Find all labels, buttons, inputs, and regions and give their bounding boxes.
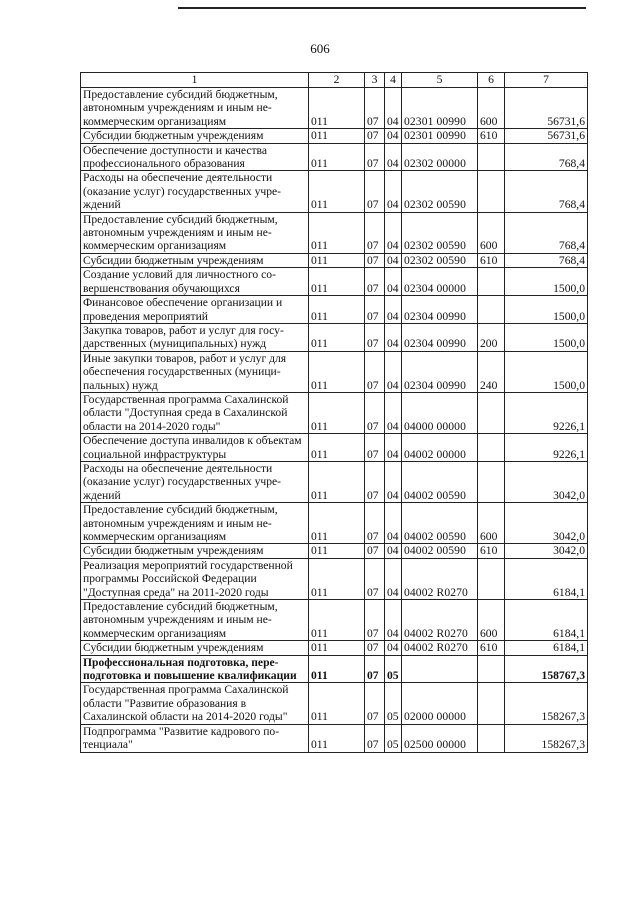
row-name: Обеспечение доступа инвалидов к объектам социальной инфраструктуры	[81, 434, 309, 462]
row-section-code: 07	[365, 143, 385, 171]
row-target-code: 02304 00000	[402, 268, 478, 296]
row-ved-code: 011	[309, 296, 365, 324]
row-expense-type: 200	[478, 323, 505, 351]
header-col-7: 7	[505, 73, 588, 88]
row-name: Предоставление субсидий бюджетным, автономным учреждениям и иным некоммерческим организациям	[81, 503, 309, 544]
row-subsection-code: 04	[385, 392, 402, 433]
row-amount: 768,4	[505, 253, 588, 267]
header-col-2: 2	[309, 73, 365, 88]
row-name: Государственная программа Сахалинской области "Доступная среда в Сахалинской области на 2014-2020 годы"	[81, 392, 309, 433]
header-col-3: 3	[365, 73, 385, 88]
table-row	[81, 558, 588, 599]
row-section-code: 07	[365, 600, 385, 641]
row-ved-code: 011	[309, 683, 365, 724]
row-section-code: 07	[365, 558, 385, 599]
row-expense-type: 610	[478, 253, 505, 267]
row-amount: 6184,1	[505, 641, 588, 655]
row-subsection-code: 04	[385, 268, 402, 296]
row-amount: 1500,0	[505, 351, 588, 392]
row-section-code: 07	[365, 323, 385, 351]
row-section-code: 07	[365, 392, 385, 433]
row-expense-type: 600	[478, 600, 505, 641]
header-col-5: 5	[402, 73, 478, 88]
page-number: 606	[310, 41, 330, 56]
row-ved-code: 011	[309, 143, 365, 171]
row-ved-code: 011	[309, 392, 365, 433]
row-amount: 768,4	[505, 143, 588, 171]
row-expense-type: 240	[478, 351, 505, 392]
row-subsection-code: 04	[385, 558, 402, 599]
row-ved-code: 011	[309, 600, 365, 641]
table-row	[81, 641, 588, 655]
table-row	[81, 143, 588, 171]
row-target-code: 02304 00990	[402, 323, 478, 351]
row-subsection-code: 04	[385, 253, 402, 267]
row-expense-type	[478, 171, 505, 212]
row-ved-code: 011	[309, 724, 365, 752]
row-target-code: 04002 00590	[402, 544, 478, 558]
row-expense-type	[478, 296, 505, 324]
row-name: Субсидии бюджетным учреждениям	[81, 544, 309, 558]
row-ved-code: 011	[309, 503, 365, 544]
row-subsection-code: 04	[385, 143, 402, 171]
table-row	[81, 655, 588, 683]
row-subsection-code: 04	[385, 129, 402, 143]
table-row	[81, 392, 588, 433]
row-name: Подпрограмма "Развитие кадрового потенциала"	[81, 724, 309, 752]
row-section-code: 07	[365, 268, 385, 296]
row-subsection-code: 04	[385, 434, 402, 462]
row-subsection-code: 05	[385, 655, 402, 683]
row-subsection-code: 04	[385, 212, 402, 253]
table-row	[81, 268, 588, 296]
row-subsection-code: 05	[385, 683, 402, 724]
row-amount: 158267,3	[505, 683, 588, 724]
row-section-code: 07	[365, 641, 385, 655]
row-expense-type	[478, 724, 505, 752]
row-expense-type: 600	[478, 503, 505, 544]
row-ved-code: 011	[309, 253, 365, 267]
row-ved-code: 011	[309, 212, 365, 253]
row-name: Предоставление субсидий бюджетным, автономным учреждениям и иным некоммерческим организациям	[81, 212, 309, 253]
row-amount: 1500,0	[505, 268, 588, 296]
row-expense-type: 610	[478, 641, 505, 655]
row-amount: 3042,0	[505, 503, 588, 544]
row-target-code: 04002 00590	[402, 503, 478, 544]
row-name: Государственная программа Сахалинской области "Развитие образования в Сахалинской области на 2014-2020 годы"	[81, 683, 309, 724]
table-row	[81, 129, 588, 143]
row-section-code: 07	[365, 683, 385, 724]
row-expense-type: 610	[478, 129, 505, 143]
budget-table	[80, 72, 588, 753]
row-name: Создание условий для личностного совершенствования обучающихся	[81, 268, 309, 296]
table-row	[81, 600, 588, 641]
header-col-1: 1	[81, 73, 309, 88]
row-subsection-code: 04	[385, 88, 402, 129]
row-expense-type: 600	[478, 212, 505, 253]
row-amount: 56731,6	[505, 88, 588, 129]
row-name: Субсидии бюджетным учреждениям	[81, 253, 309, 267]
row-section-code: 07	[365, 544, 385, 558]
row-expense-type	[478, 392, 505, 433]
row-target-code: 02302 00590	[402, 253, 478, 267]
table-row	[81, 212, 588, 253]
table-row	[81, 724, 588, 752]
table-row	[81, 323, 588, 351]
row-amount: 158767,3	[505, 655, 588, 683]
row-target-code: 02304 00990	[402, 351, 478, 392]
table-row	[81, 88, 588, 129]
row-amount: 56731,6	[505, 129, 588, 143]
row-expense-type: 610	[478, 544, 505, 558]
row-name: Предоставление субсидий бюджетным, автономным учреждениям и иным некоммерческим организациям	[81, 88, 309, 129]
row-amount: 6184,1	[505, 558, 588, 599]
table-row	[81, 351, 588, 392]
row-ved-code: 011	[309, 641, 365, 655]
row-amount: 3042,0	[505, 544, 588, 558]
row-section-code: 07	[365, 461, 385, 502]
row-name: Финансовое обеспечение организации и проведения мероприятий	[81, 296, 309, 324]
row-amount: 768,4	[505, 171, 588, 212]
row-subsection-code: 04	[385, 323, 402, 351]
row-name: Реализация мероприятий государственной программы Российской Федерации "Доступная среда" на 2011-2020 годы	[81, 558, 309, 599]
row-amount: 9226,1	[505, 392, 588, 433]
row-expense-type	[478, 461, 505, 502]
row-ved-code: 011	[309, 88, 365, 129]
row-ved-code: 011	[309, 655, 365, 683]
row-expense-type	[478, 434, 505, 462]
header-col-6: 6	[478, 73, 505, 88]
row-subsection-code: 04	[385, 296, 402, 324]
row-amount: 1500,0	[505, 323, 588, 351]
row-ved-code: 011	[309, 129, 365, 143]
row-target-code: 04002 00000	[402, 434, 478, 462]
row-target-code: 02302 00000	[402, 143, 478, 171]
row-subsection-code: 05	[385, 724, 402, 752]
row-target-code: 02000 00000	[402, 683, 478, 724]
row-expense-type: 600	[478, 88, 505, 129]
row-ved-code: 011	[309, 434, 365, 462]
row-expense-type	[478, 683, 505, 724]
row-target-code: 02301 00990	[402, 88, 478, 129]
row-name: Обеспечение доступности и качества профессионального образования	[81, 143, 309, 171]
row-target-code: 02301 00990	[402, 129, 478, 143]
row-target-code: 04002 R0270	[402, 641, 478, 655]
row-expense-type	[478, 268, 505, 296]
row-name: Субсидии бюджетным учреждениям	[81, 641, 309, 655]
row-ved-code: 011	[309, 351, 365, 392]
row-target-code: 02302 00590	[402, 212, 478, 253]
table-row	[81, 296, 588, 324]
table-row	[81, 253, 588, 267]
row-ved-code: 011	[309, 461, 365, 502]
row-target-code: 04000 00000	[402, 392, 478, 433]
table-row	[81, 683, 588, 724]
row-amount: 3042,0	[505, 461, 588, 502]
row-amount: 158267,3	[505, 724, 588, 752]
table-row	[81, 461, 588, 502]
table-row	[81, 434, 588, 462]
header-row	[81, 73, 588, 88]
table-row	[81, 171, 588, 212]
row-section-code: 07	[365, 434, 385, 462]
row-subsection-code: 04	[385, 600, 402, 641]
row-target-code: 02304 00990	[402, 296, 478, 324]
row-section-code: 07	[365, 655, 385, 683]
row-subsection-code: 04	[385, 461, 402, 502]
row-section-code: 07	[365, 88, 385, 129]
row-subsection-code: 04	[385, 641, 402, 655]
row-target-code: 02302 00590	[402, 171, 478, 212]
row-ved-code: 011	[309, 544, 365, 558]
row-section-code: 07	[365, 171, 385, 212]
row-ved-code: 011	[309, 268, 365, 296]
table-row	[81, 544, 588, 558]
row-name: Расходы на обеспечение деятельности (оказание услуг) государственных учреждений	[81, 171, 309, 212]
row-section-code: 07	[365, 296, 385, 324]
row-amount: 9226,1	[505, 434, 588, 462]
row-section-code: 07	[365, 503, 385, 544]
row-section-code: 07	[365, 253, 385, 267]
table-row	[81, 503, 588, 544]
row-expense-type	[478, 143, 505, 171]
row-target-code	[402, 655, 478, 683]
row-amount: 1500,0	[505, 296, 588, 324]
row-target-code: 04002 R0270	[402, 558, 478, 599]
row-name: Субсидии бюджетным учреждениям	[81, 129, 309, 143]
row-section-code: 07	[365, 351, 385, 392]
row-name: Иные закупки товаров, работ и услуг для обеспечения государственных (муниципальных) нужд	[81, 351, 309, 392]
row-target-code: 02500 00000	[402, 724, 478, 752]
row-expense-type	[478, 558, 505, 599]
row-amount: 768,4	[505, 212, 588, 253]
row-section-code: 07	[365, 212, 385, 253]
row-target-code: 04002 R0270	[402, 600, 478, 641]
row-ved-code: 011	[309, 558, 365, 599]
top-rule	[178, 7, 586, 9]
row-section-code: 07	[365, 129, 385, 143]
row-name: Закупка товаров, работ и услуг для государственных (муниципальных) нужд	[81, 323, 309, 351]
row-ved-code: 011	[309, 171, 365, 212]
row-subsection-code: 04	[385, 544, 402, 558]
row-subsection-code: 04	[385, 503, 402, 544]
row-amount: 6184,1	[505, 600, 588, 641]
row-ved-code: 011	[309, 323, 365, 351]
row-name: Расходы на обеспечение деятельности (оказание услуг) государственных учреждений	[81, 461, 309, 502]
row-subsection-code: 04	[385, 171, 402, 212]
row-name: Профессиональная подготовка, переподготовка и повышение квалификации	[81, 655, 309, 683]
row-expense-type	[478, 655, 505, 683]
row-subsection-code: 04	[385, 351, 402, 392]
row-section-code: 07	[365, 724, 385, 752]
row-target-code: 04002 00590	[402, 461, 478, 502]
header-col-4: 4	[385, 73, 402, 88]
row-name: Предоставление субсидий бюджетным, автономным учреждениям и иным некоммерческим организациям	[81, 600, 309, 641]
